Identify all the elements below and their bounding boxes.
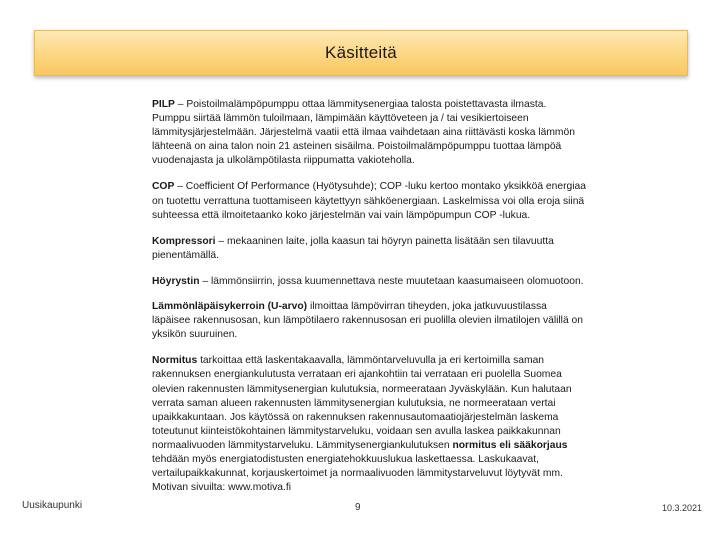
term-kompressori: Kompressori — [152, 235, 216, 247]
definition-normitus-text: tarkoittaa että laskentakaavalla, lämmöntarveluvulla ja eri kertoimilla saman rakennuksen energiankulutusta verrataan eri ajankohtiin tai verrataan eri puolella Suomea olevien rakennusten lämmitysenergian kulutuksia, normeerataan Jyväskylään. Kun halutaan verrata saman alueen rakennusten lämmitysenergian kulutuksia, ne normeerataan vertai upaikkakuntaan. Jos käytössä on rakennuksen rakennusautomaatiojärjestelmän laskema toteutunut kiinteistökohtainen lämmitystarveluku, voidaan sen avulla laskea paikkakunnan normaalivuoden lämmitystarveluku. Lämmitysenergiankulutuksen — [152, 355, 572, 451]
definition-hoyrystin-text: – lämmönsiirrin, jossa kuumennettava neste muutetaan kaasumaiseen olomuotoon. — [199, 275, 584, 287]
term-saakorjaus: normitus eli sääkorjaus — [452, 439, 568, 451]
term-pilp: PILP — [152, 99, 175, 110]
definition-pilp — [152, 98, 586, 168]
definition-cop — [152, 180, 586, 222]
footer-date: 10.3.2021 — [662, 503, 703, 513]
definition-hoyrystin — [152, 275, 586, 289]
definitions-list — [152, 98, 586, 507]
page-number: 9 — [355, 502, 361, 513]
term-u-arvo: Lämmönläpäisykerroin (U-arvo) — [152, 301, 308, 313]
term-cop: COP — [152, 181, 175, 193]
title-bar — [34, 30, 688, 76]
definition-u-arvo-text: ilmoittaa lämpövirran tiheyden, joka jatkuvuustilassa läpäisee rakennusosan, kun lämpötilaero rakennusosan eri puolilla olevien ilmatilojen välillä on yksikön suuruinen. — [152, 301, 584, 341]
definition-cop-text: – Coefficient Of Performance (Hyötysuhde); COP -luku kertoo montako yksikköä energiaa on tuotettu verrattuna tuottamiseen käytettyyn sähköenergiaan. Laskelmissa voi olla eroja siinä suhteessa että ilmoitetaanko koko järjestelmän vai vain lämpöpumpun COP -lukua. — [152, 181, 587, 221]
slide-title: Käsitteitä — [325, 43, 397, 62]
definition-u-arvo — [152, 300, 586, 342]
definition-pilp-text: – Poistoilmalämpöpumppu ottaa lämmitysenergiaa talosta poistettavasta ilmasta. Pumppu siirtää lämmön tuloilmaan, lämpimään käyttöveteen ja / tai vesikiertoiseen lämmitysjärjestelmään. Järjestelmä vaatii että ilmaa vaihdetaan aina riittävästi koska lämmön lähteenä on aina talon noin 21 asteinen sisäilma. Poistoilmalämpöpumppu tuottaa lämpöä vuodenajasta ja ulkolämpötilasta riippumatta vakioteholla. — [152, 99, 575, 167]
term-normitus: Normitus — [152, 355, 198, 367]
definition-kompressori — [152, 235, 586, 263]
definition-normitus — [152, 354, 586, 495]
term-hoyrystin: Höyrystin — [152, 275, 200, 287]
definition-saakorjaus-text: tehdään myös energiatodistusten energiatehokkuuslukua laskettaessa. Laskukaavat, vertailupaikkakunnat, korjauskertoimet ja normaalivuoden lämmitystarveluvut löytyvät mm. Motivan sivuilta: www.motiva.fi — [152, 453, 563, 494]
definition-kompressori-text: – mekaaninen laite, jolla kaasun tai höyryn painetta lisätään sen tilavuutta pienentämällä. — [152, 235, 554, 261]
footer-location: Uusikaupunki — [22, 500, 83, 511]
